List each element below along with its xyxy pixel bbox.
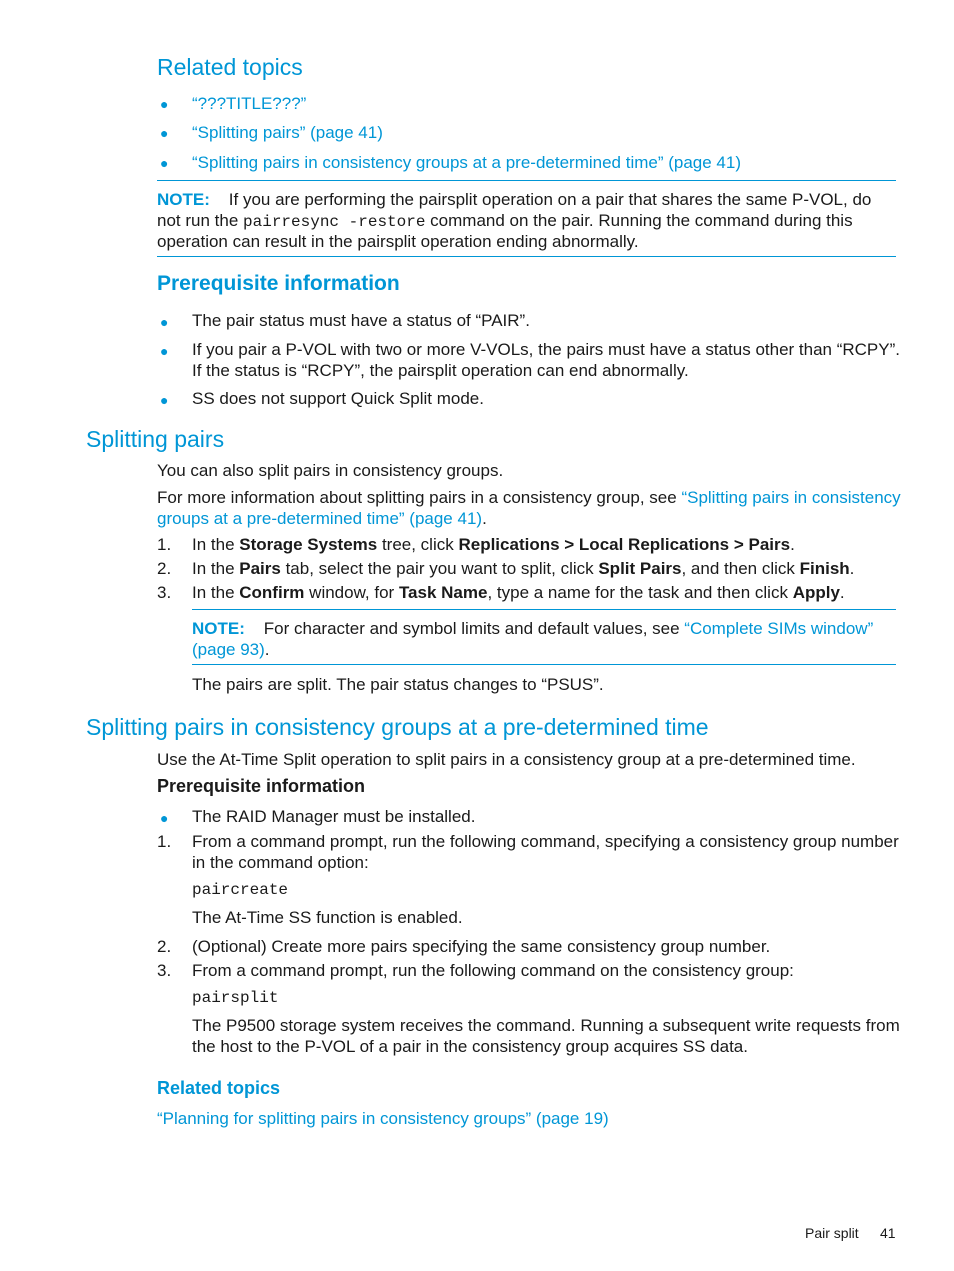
note-text: If you are performing the pairsplit operation on a pair that shares the same P-VOL, do [228, 190, 872, 209]
note-text: For character and symbol limits and default values, see [263, 619, 685, 638]
step-number: 1. [157, 535, 172, 554]
attime-step-3: From a command prompt, run the following command on the consistency group: [192, 961, 794, 980]
code-pairresync: pairresync -restore [243, 213, 426, 231]
ui-term: Task Name [398, 583, 488, 602]
splitting-result: The pairs are split. The pair status changes to “PSUS”. [192, 675, 604, 694]
note-2-line-1 [192, 618, 873, 639]
ui-term: Replications > Local Replications > Pairs [458, 535, 791, 554]
splitting-more-info-2 [157, 508, 487, 529]
bullet-icon: ● [160, 155, 169, 171]
bullet-icon: ● [160, 125, 169, 141]
note-top-rule [157, 180, 896, 181]
splitting-more-info [157, 487, 901, 508]
attime-heading: Splitting pairs in consistency groups at a pre-determined time [86, 714, 709, 740]
link-splitting-consistency[interactable]: “Splitting pairs in consistency [681, 488, 901, 507]
attime-step-1-cont: in the command option: [192, 853, 369, 872]
text: . [482, 509, 487, 528]
ui-term: Split Pairs [598, 559, 682, 578]
note-bottom-rule [157, 256, 896, 257]
prereq-item: SS does not support Quick Split mode. [192, 389, 484, 408]
code-pairsplit: pairsplit [192, 989, 279, 1007]
attime-intro: Use the At-Time Split operation to split pairs in a consistency group at a pre-determined time. [157, 750, 856, 769]
note-line-3: operation can result in the pairsplit operation ending abnormally. [157, 232, 639, 251]
prereq-item: If you pair a P-VOL with two or more V-VOLs, the pairs must have a status other than “RCPY”. [192, 340, 900, 359]
ui-term: Finish [799, 559, 850, 578]
link-complete-sims[interactable]: “Complete SIMs window” [684, 619, 874, 638]
attime-step-1: From a command prompt, run the following command, specifying a consistency group number [192, 832, 899, 851]
step-number: 2. [157, 559, 172, 578]
note-bottom-rule [192, 664, 896, 665]
attime-step-3-result: The P9500 storage system receives the command. Running a subsequent write requests from [192, 1016, 900, 1035]
code-paircreate: paircreate [192, 881, 289, 899]
related-link-splitting-consistency[interactable]: “Splitting pairs in consistency groups at a pre-determined time” (page 41) [192, 153, 741, 172]
page-number: 41 [880, 1225, 896, 1241]
splitting-intro: You can also split pairs in consistency groups. [157, 461, 504, 480]
attime-prereq-heading: Prerequisite information [157, 776, 366, 796]
prereq-item: The pair status must have a status of “PAIR”. [192, 311, 530, 330]
attime-related-heading: Related topics [157, 1078, 281, 1098]
step-3: In the Confirm window, for Task Name, type a name for the task and then click Apply. [192, 583, 845, 602]
step-2: In the Pairs tab, select the pair you want to split, click Split Pairs, and then click Finish. [192, 559, 855, 578]
ui-term: Pairs [239, 559, 281, 578]
step-number: 3. [157, 961, 172, 980]
bullet-icon: ● [160, 96, 169, 112]
step-number: 1. [157, 832, 172, 851]
splitting-pairs-heading: Splitting pairs [86, 426, 225, 452]
bullet-icon: ● [160, 343, 169, 359]
prereq-heading: Prerequisite information [157, 272, 400, 295]
link-complete-sims-page[interactable]: (page 93) [192, 640, 265, 659]
ui-term: Confirm [239, 583, 305, 602]
link-splitting-consistency-cont[interactable]: groups at a pre-determined time” (page 41) [157, 509, 483, 528]
step-1: In the Storage Systems tree, click Replications > Local Replications > Pairs. [192, 535, 795, 554]
related-topics-heading: Related topics [157, 54, 303, 80]
ui-term: Storage Systems [239, 535, 378, 554]
prereq-item-cont: If the status is “RCPY”, the pairsplit operation can end abnormally. [192, 361, 689, 380]
note-label: NOTE: [157, 190, 210, 209]
attime-step-3-result-cont: the host to the P-VOL of a pair in the consistency group acquires SS data. [192, 1037, 748, 1056]
note-line-1 [157, 189, 871, 210]
footer-section: Pair split [805, 1225, 859, 1241]
note-2-line-2: (page 93). [192, 640, 270, 659]
bullet-icon: ● [160, 392, 169, 408]
note-top-rule [192, 609, 896, 610]
step-number: 2. [157, 937, 172, 956]
text: For more information about splitting pairs in a consistency group, see [157, 488, 682, 507]
bullet-icon: ● [160, 810, 169, 826]
step-number: 3. [157, 583, 172, 602]
note-line-2 [157, 210, 853, 233]
note-text: command on the pair. Running the command during this [425, 211, 853, 230]
related-link-title[interactable]: “???TITLE???” [192, 94, 307, 113]
attime-step-2: (Optional) Create more pairs specifying the same consistency group number. [192, 937, 771, 956]
related-link-splitting-pairs[interactable]: “Splitting pairs” (page 41) [192, 123, 383, 142]
bullet-icon: ● [160, 314, 169, 330]
note-text: not run the [157, 211, 244, 230]
attime-prereq-item: The RAID Manager must be installed. [192, 807, 476, 826]
link-planning-splitting[interactable]: “Planning for splitting pairs in consistency groups” (page 19) [157, 1109, 609, 1128]
note-label: NOTE: [192, 619, 245, 638]
attime-step-1-result: The At-Time SS function is enabled. [192, 908, 463, 927]
ui-term: Apply [792, 583, 840, 602]
